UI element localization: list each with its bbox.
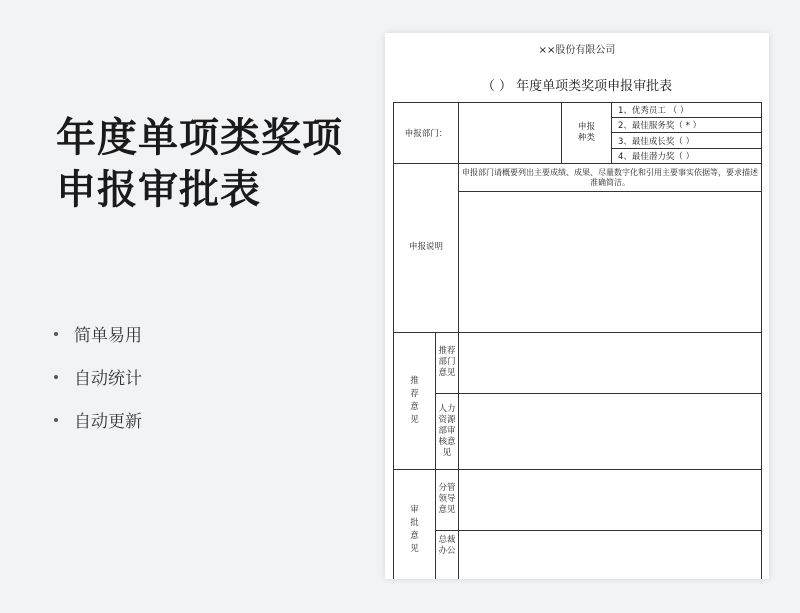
- dept-opinion-label: 推荐部门意见: [436, 332, 459, 393]
- approval-table: [393, 102, 762, 579]
- option-best-growth[interactable]: 3、最佳成长奖（ ）: [612, 133, 762, 148]
- leader-opinion-label: 分管领导意见: [436, 469, 459, 530]
- feature-item: [54, 398, 142, 441]
- dept-opinion-cell[interactable]: [459, 332, 762, 393]
- dept-label: 申报部门：: [394, 103, 459, 164]
- desc-label: 申报说明: [394, 163, 459, 332]
- category-label: 申报种类: [562, 103, 612, 164]
- approval-label: 审批意见: [394, 469, 436, 579]
- ceo-opinion-label: 总裁办公: [436, 530, 459, 579]
- form-title: [385, 75, 769, 94]
- ceo-opinion-cell[interactable]: [459, 530, 762, 579]
- form-title-text: 年度单项类奖项申报审批表: [516, 79, 673, 94]
- hr-opinion-cell[interactable]: [459, 393, 762, 469]
- feature-label: 自动统计: [74, 369, 142, 389]
- feature-label: 简单易用: [74, 326, 142, 346]
- hr-opinion-label: 人力资源部审核意见: [436, 393, 459, 469]
- dept-value-cell[interactable]: [459, 103, 562, 164]
- year-blank: （ ）: [481, 79, 513, 94]
- desc-note: 申报部门请概要列出主要成绩、成果、尽量数字化和引用主要事实依据等，要求描述准确简洁。: [459, 163, 762, 191]
- feature-item: [54, 312, 142, 355]
- recommend-label: 推荐意见: [394, 332, 436, 469]
- feature-label: 自动更新: [74, 412, 142, 432]
- option-best-service[interactable]: 2、最佳服务奖（ * ）: [612, 118, 762, 133]
- bullet-icon: [54, 375, 58, 379]
- company-name: ××股份有限公司: [538, 45, 616, 56]
- bullet-icon: [54, 418, 58, 422]
- desc-content-cell[interactable]: [459, 192, 762, 332]
- feature-list: [54, 312, 142, 441]
- feature-item: [54, 355, 142, 398]
- bullet-icon: [54, 332, 58, 336]
- form-document: [385, 33, 769, 579]
- leader-opinion-cell[interactable]: [459, 469, 762, 530]
- promo-title: 年度单项类奖项申报审批表: [56, 115, 343, 213]
- option-outstanding-employee[interactable]: 1、优秀员工 （ ）: [612, 103, 762, 118]
- option-best-potential[interactable]: 4、最佳潜力奖（ ）: [612, 148, 762, 163]
